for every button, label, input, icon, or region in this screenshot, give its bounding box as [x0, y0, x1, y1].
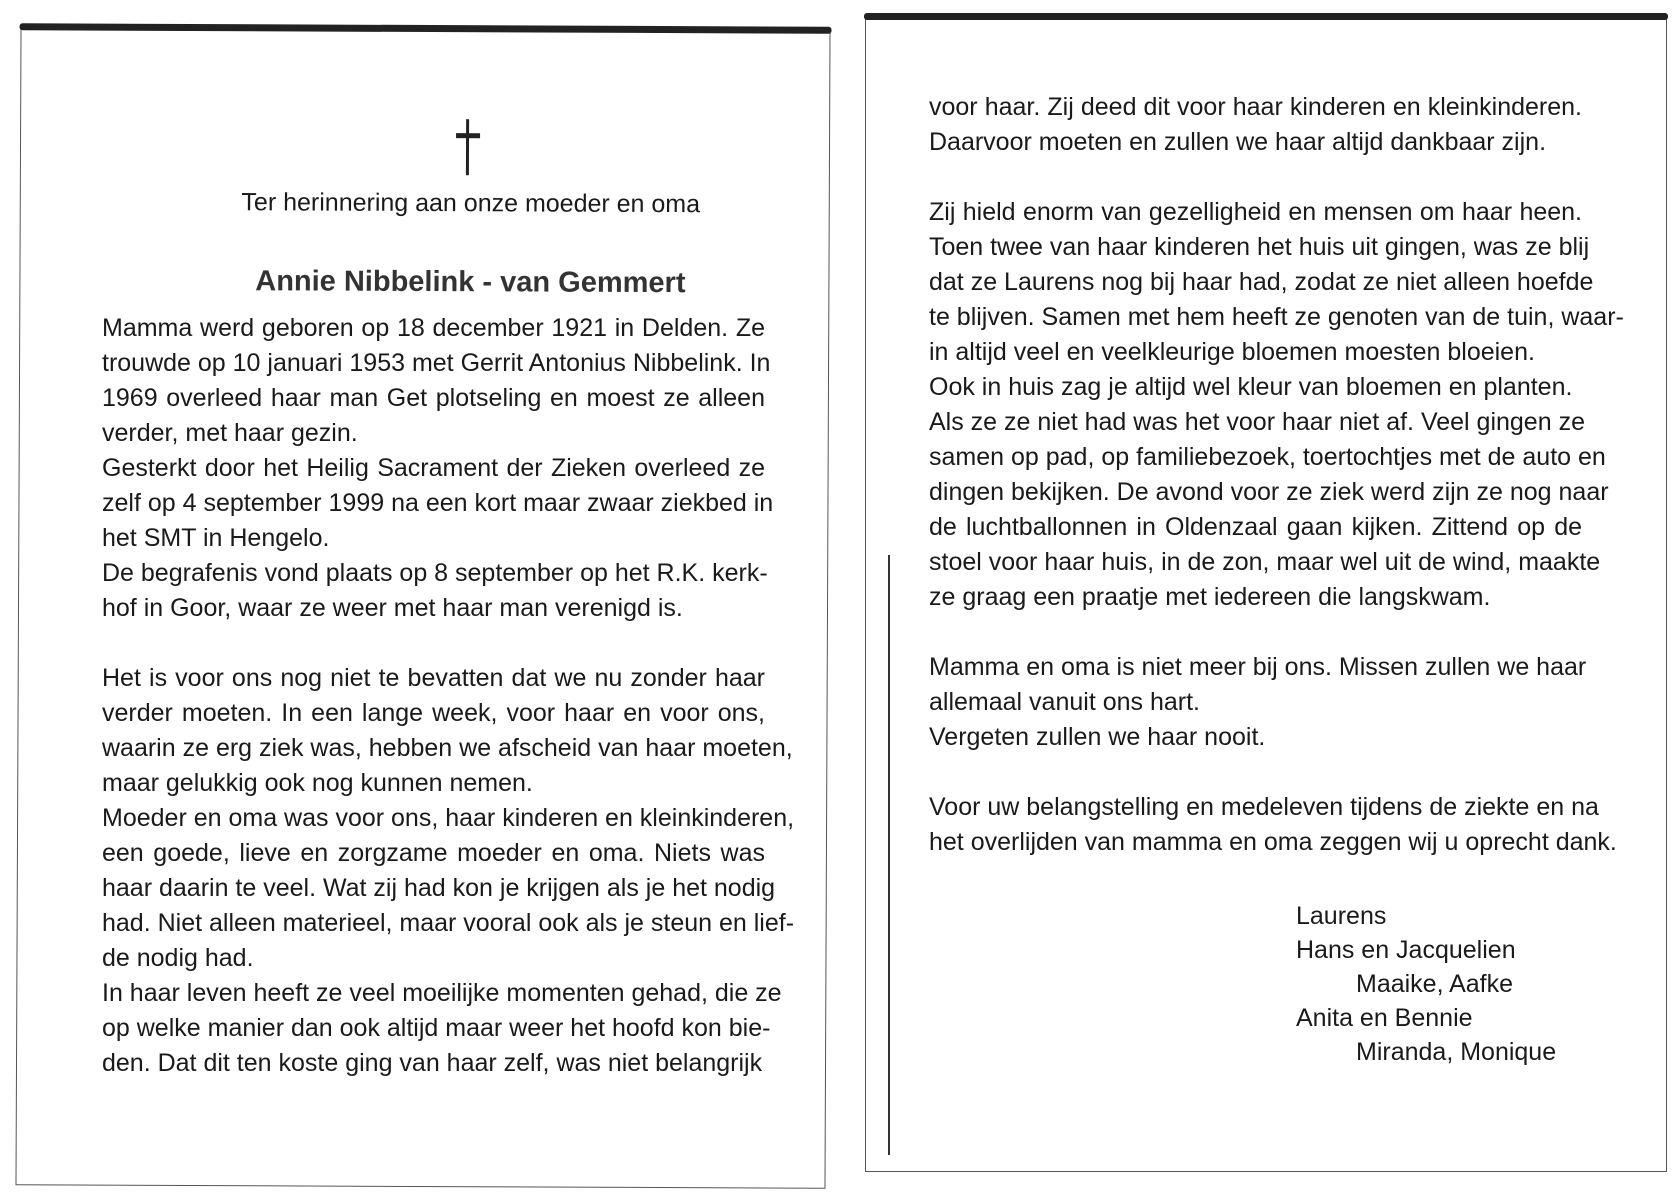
- text-line: te blijven. Samen met hem heeft ze genoten van de tuin, waar-: [929, 303, 1624, 331]
- text-line: Mamma werd geboren op 18 december 1921 in Delden. Ze: [102, 314, 765, 342]
- text-line: Gesterkt door het Heilig Sacrament der Zieken overleed ze: [102, 454, 765, 482]
- text-line: een goede, lieve en zorgzame moeder en oma. Niets was: [102, 839, 765, 867]
- text-line: het overlijden van mamma en oma zeggen wij u oprecht dank.: [929, 828, 1617, 856]
- text-line: trouwde op 10 januari 1953 met Gerrit Antonius Nibbelink. In: [102, 349, 771, 377]
- text-line: de nodig had.: [102, 944, 254, 972]
- text-line: in altijd veel en veelkleurige bloemen moesten bloeien.: [929, 338, 1535, 366]
- fold-line: [888, 555, 890, 1155]
- paragraph-gap: [929, 160, 1582, 195]
- text-line: zelf op 4 september 1999 na een kort maar zwaar ziekbed in: [102, 489, 774, 517]
- memorial-subtitle: Ter herinnering aan onze moeder en oma: [241, 188, 701, 219]
- text-line: had. Niet alleen materieel, maar vooral ook als je steun en lief-: [102, 909, 795, 937]
- text-line: hof in Goor, waar ze weer met haar man verenigd is.: [102, 594, 683, 622]
- text-line: In haar leven heeft ze veel moeilijke momenten gehad, die ze: [102, 979, 782, 1007]
- text-line: de luchtballonnen in Oldenzaal gaan kijken. Zittend op de: [929, 513, 1582, 541]
- text-line: verder, met haar gezin.: [102, 419, 358, 447]
- signature-name: Laurens: [1296, 902, 1387, 930]
- paragraph-gap: [929, 755, 1582, 790]
- deceased-name: Annie Nibbelink - van Gemmert: [255, 265, 686, 300]
- signature-name: Hans en Jacquelien: [1296, 936, 1516, 964]
- text-line: dingen bekijken. De avond voor ze ziek werd zijn ze nog naar: [929, 478, 1609, 506]
- text-line: voor haar. Zij deed dit voor haar kinderen en kleinkinderen.: [929, 93, 1582, 121]
- text-line: ze graag een praatje met iedereen die langskwam.: [929, 583, 1491, 611]
- text-line: 1969 overleed haar man Get plotseling en moest ze alleen: [102, 384, 765, 412]
- text-line: verder moeten. In een lange week, voor haar en voor ons,: [102, 699, 765, 727]
- signature-name: Miranda, Monique: [1356, 1038, 1557, 1066]
- text-line: Toen twee van haar kinderen het huis uit gingen, was ze blij: [929, 233, 1590, 261]
- text-line: den. Dat dit ten koste ging van haar zelf, was niet belangrijk: [102, 1049, 763, 1077]
- left-page-text: [102, 311, 795, 1081]
- text-line: Mamma en oma is niet meer bij ons. Missen zullen we haar: [929, 653, 1587, 681]
- text-line: het SMT in Hengelo.: [102, 524, 330, 552]
- text-line: Moeder en oma was voor ons, haar kinderen en kleinkinderen,: [102, 804, 795, 832]
- text-line: allemaal vanuit ons hart.: [929, 688, 1200, 716]
- text-line: De begrafenis vond plaats op 8 september op het R.K. kerk-: [102, 559, 768, 587]
- text-line: Zij hield enorm van gezelligheid en mensen om haar heen.: [929, 198, 1582, 226]
- signature-name: Maaike, Aafke: [1356, 970, 1514, 998]
- text-line: dat ze Laurens nog bij haar had, zodat ze niet alleen hoefde: [929, 268, 1594, 296]
- text-line: maar gelukkig ook nog kunnen nemen.: [102, 769, 533, 797]
- text-line: haar daarin te veel. Wat zij had kon je krijgen als je het nodig: [102, 874, 776, 902]
- text-line: op welke manier dan ook altijd maar weer het hoofd kon bie-: [102, 1014, 771, 1042]
- text-line: Het is voor ons nog niet te bevatten dat we nu zonder haar: [102, 664, 765, 692]
- signature-name: Anita en Bennie: [1296, 1004, 1473, 1032]
- text-line: Daarvoor moeten en zullen we haar altijd dankbaar zijn.: [929, 128, 1547, 156]
- cross-icon: [453, 119, 483, 175]
- paragraph-gap: [929, 615, 1582, 650]
- paragraph-gap: [102, 626, 765, 661]
- text-line: waarin ze erg ziek was, hebben we afscheid van haar moeten,: [102, 734, 793, 762]
- text-line: Als ze ze niet had was het voor haar niet af. Veel gingen ze: [929, 408, 1585, 436]
- text-line: samen op pad, op familiebezoek, toertochtjes met de auto en: [929, 443, 1606, 471]
- right-page-text: [929, 90, 1624, 860]
- text-line: Vergeten zullen we haar nooit.: [929, 723, 1266, 751]
- signatures: [1296, 899, 1556, 1069]
- text-line: Ook in huis zag je altijd wel kleur van bloemen en planten.: [929, 373, 1573, 401]
- text-line: Voor uw belangstelling en medeleven tijdens de ziekte en na: [929, 793, 1599, 821]
- text-line: stoel voor haar huis, in de zon, maar wel uit de wind, maakte: [929, 548, 1601, 576]
